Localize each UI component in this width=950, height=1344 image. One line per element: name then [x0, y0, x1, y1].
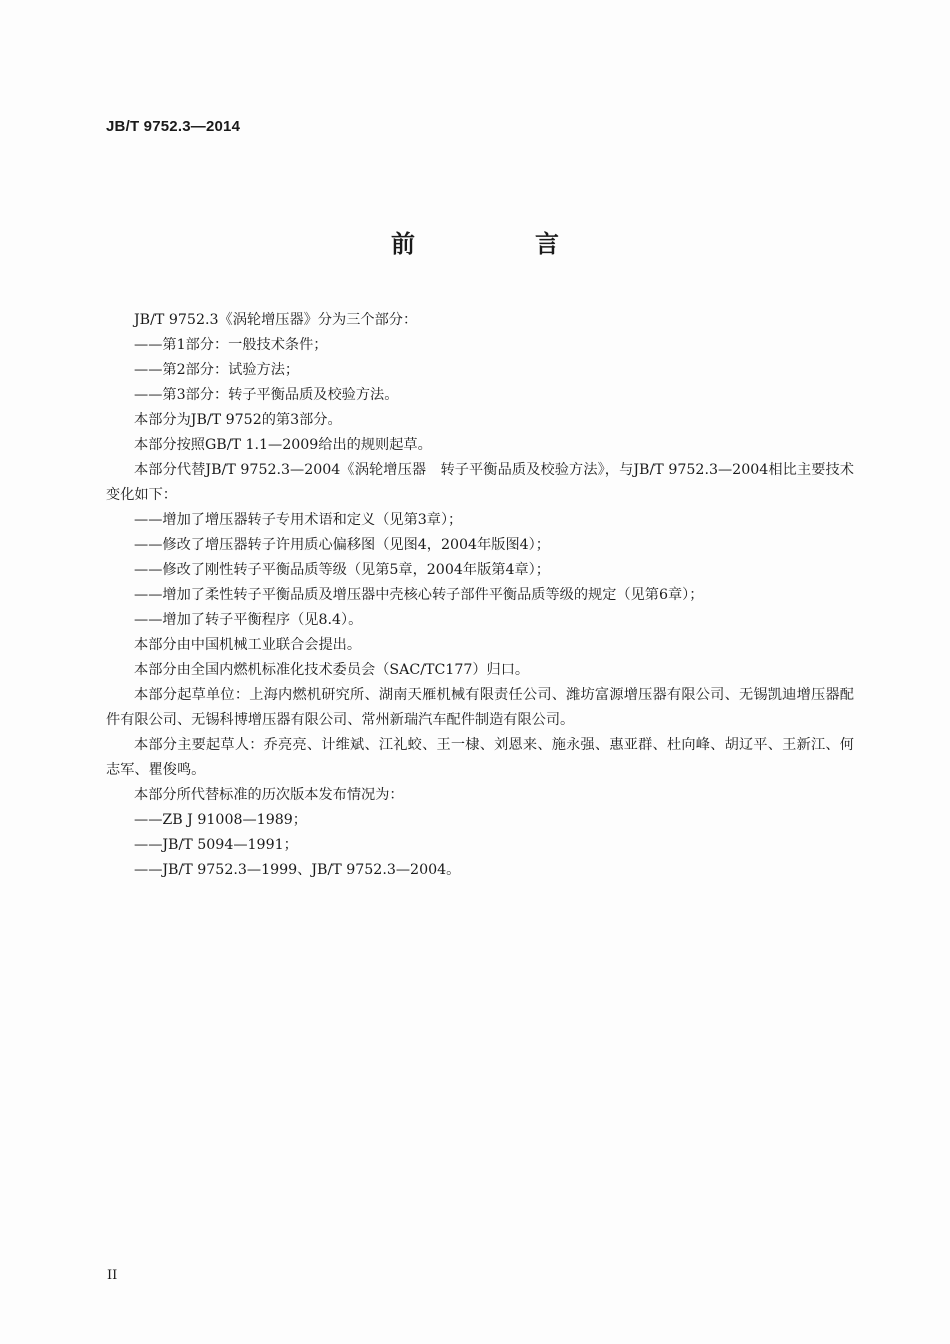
paragraph-replaces: 本部分代替JB/T 9752.3—2004《涡轮增压器 转子平衡品质及校验方法》，与JB/T 9752.3—2004相比主要技术变化如下：: [106, 462, 854, 503]
list-item-history-3: ——JB/T 9752.3—1999、JB/T 9752.3—2004。: [134, 862, 461, 878]
foreword-body: [106, 308, 854, 883]
standard-code: JB/T 9752.3—2014: [106, 118, 241, 135]
paragraph-centralized-by: 本部分由全国内燃机标准化技术委员会（SAC/TC177）归口。: [134, 662, 530, 678]
list-item-change-2: ——修改了增压器转子许用质心偏移图（见图4，2004年版图4）；: [134, 537, 550, 553]
page-number: II: [107, 1268, 118, 1283]
paragraph-history-intro: 本部分所代替标准的历次版本发布情况为：: [134, 787, 404, 803]
list-item-part-2: ——第2部分：试验方法；: [134, 362, 300, 378]
paragraph-proposed-by: 本部分由中国机械工业联合会提出。: [134, 637, 362, 653]
page-title: 前 言: [391, 230, 607, 258]
paragraph-drafting-rules: 本部分按照GB/T 1.1—2009给出的规则起草。: [134, 437, 432, 453]
list-item-part-1: ——第1部分：一般技术条件；: [134, 337, 328, 353]
list-item-change-1: ——增加了增压器转子专用术语和定义（见第3章）；: [134, 512, 463, 528]
paragraph-drafting-units: 本部分起草单位：上海内燃机研究所、湖南天雁机械有限责任公司、潍坊富源增压器有限公司、无锡凯迪增压器配件有限公司、无锡科博增压器有限公司、常州新瑞汽车配件制造有限公司。: [106, 687, 854, 728]
list-item-change-5: ——增加了转子平衡程序（见8.4）。: [134, 612, 363, 628]
paragraph-this-part: 本部分为JB/T 9752的第3部分。: [134, 412, 342, 428]
list-item-change-3: ——修改了刚性转子平衡品质等级（见第5章，2004年版第4章）；: [134, 562, 550, 578]
paragraph-drafters: 本部分主要起草人：乔亮亮、计维斌、江礼蛟、王一棣、刘恩来、施永强、惠亚群、杜向峰、胡辽平、王新江、何志军、瞿俊鸣。: [106, 737, 854, 778]
list-item-history-2: ——JB/T 5094—1991；: [134, 837, 298, 853]
list-item-change-4: ——增加了柔性转子平衡品质及增压器中壳核心转子部件平衡品质等级的规定（见第6章）；: [134, 587, 704, 603]
paragraph-parts-intro: JB/T 9752.3《涡轮增压器》分为三个部分：: [134, 312, 418, 328]
list-item-history-1: ——ZB J 91008—1989；: [134, 812, 307, 828]
list-item-part-3: ——第3部分：转子平衡品质及校验方法。: [134, 387, 399, 403]
